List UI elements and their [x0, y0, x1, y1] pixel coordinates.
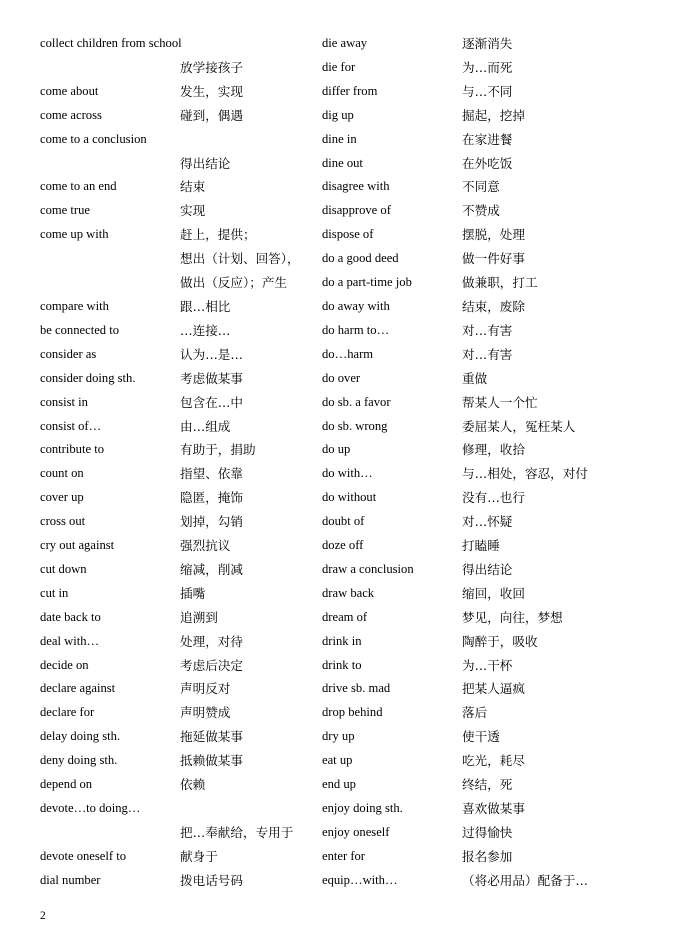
phrase-gloss: 掘起，挖掉 [462, 107, 525, 123]
list-item [322, 486, 604, 510]
phrase-term: disapprove of [322, 203, 391, 218]
phrase-term: consider doing sth. [40, 370, 136, 385]
phrase-term: collect children from school [40, 36, 182, 50]
list-item [40, 654, 322, 678]
phrase-term: come to a conclusion [40, 131, 147, 146]
phrase-gloss: 逐渐消失 [462, 36, 513, 51]
phrase-term: drive sb. mad [322, 681, 391, 696]
phrase-term: cross out [40, 514, 86, 529]
phrase-gloss: 把某人逼疯 [462, 681, 525, 697]
phrase-gloss: 拖延做某事 [180, 729, 243, 745]
list-item [322, 654, 604, 678]
list-item [322, 199, 604, 223]
phrase-term: come to an end [40, 179, 117, 194]
page-number: 2 [40, 910, 46, 922]
list-item [322, 677, 604, 701]
list-item [40, 534, 322, 558]
list-item [40, 845, 322, 869]
phrase-term: drink in [322, 633, 362, 648]
phrase-gloss: 使干透 [462, 729, 500, 745]
phrase-gloss: 划掉，勾销 [180, 514, 243, 530]
list-item [322, 749, 604, 773]
phrase-term [40, 821, 180, 845]
list-item [322, 80, 604, 104]
phrase-term: do a part-time job [322, 275, 412, 290]
phrase-gloss: 喜欢做某事 [462, 801, 525, 816]
phrase-gloss: 结束，废除 [462, 298, 525, 314]
list-item [40, 510, 322, 534]
phrase-list-left [40, 32, 322, 893]
list-item [322, 821, 604, 845]
phrase-term: cut down [40, 561, 87, 576]
phrase-gloss [180, 32, 322, 56]
phrase-term: do without [322, 490, 377, 505]
list-item [322, 630, 604, 654]
phrase-gloss: 认为…是… [180, 346, 243, 362]
phrase-gloss: 得出结论 [180, 155, 231, 171]
list-item [40, 415, 322, 439]
phrase-term: equip…with… [322, 872, 398, 887]
list-item [322, 510, 604, 534]
phrase-term: die away [322, 36, 368, 50]
list-item [40, 56, 322, 80]
phrase-gloss: 过得愉快 [462, 824, 513, 840]
list-item [322, 247, 604, 271]
list-item [40, 869, 322, 893]
phrase-gloss: 对…有害 [462, 322, 513, 338]
phrase-term: end up [322, 777, 356, 792]
phrase-term: cover up [40, 490, 84, 505]
phrase-term: come up with [40, 227, 109, 242]
phrase-gloss: 重做 [462, 370, 488, 386]
list-item [40, 295, 322, 319]
phrase-gloss: 吃光，耗尽 [462, 753, 525, 769]
phrase-gloss: 追溯到 [180, 609, 218, 625]
phrase-term: declare for [40, 705, 95, 720]
phrase-gloss: …连接… [180, 322, 231, 338]
phrase-gloss: 得出结论 [462, 561, 513, 577]
phrase-gloss: 对…怀疑 [462, 514, 513, 530]
phrase-gloss: 强烈抗议 [180, 538, 231, 554]
phrase-term [40, 56, 180, 80]
list-item [40, 152, 322, 176]
list-item [40, 391, 322, 415]
phrase-gloss: 在家进餐 [462, 131, 513, 147]
phrase-gloss: 报名参加 [462, 848, 513, 864]
phrase-gloss: 赶上，提供； [180, 227, 256, 243]
phrase-term: dispose of [322, 227, 374, 242]
list-item [322, 319, 604, 343]
phrase-gloss: 依赖 [180, 777, 206, 793]
phrase-gloss: 插嘴 [180, 585, 206, 601]
list-item [322, 462, 604, 486]
list-item [322, 606, 604, 630]
list-item [40, 343, 322, 367]
list-item [40, 80, 322, 104]
list-item [322, 223, 604, 247]
phrase-gloss: 委屈某人，冤枉某人 [462, 418, 576, 434]
phrase-term: dig up [322, 107, 354, 122]
phrase-gloss: 声明赞成 [180, 705, 231, 721]
phrase-term: come about [40, 83, 99, 98]
two-column-layout [40, 32, 660, 893]
phrase-gloss: 包含在…中 [180, 394, 243, 410]
phrase-term: count on [40, 466, 84, 481]
phrase-gloss: 帮某人一个忙 [462, 394, 538, 410]
phrase-gloss: 为…而死 [462, 59, 513, 75]
phrase-list-right [322, 32, 604, 893]
phrase-term [40, 247, 180, 271]
list-item [322, 797, 604, 821]
list-item [322, 367, 604, 391]
phrase-term: contribute to [40, 442, 105, 457]
phrase-term: dry up [322, 729, 355, 744]
phrase-gloss: 与…不同 [462, 83, 513, 99]
list-item [40, 749, 322, 773]
list-item [40, 630, 322, 654]
phrase-gloss: 梦见，向往，梦想 [462, 609, 563, 625]
phrase-gloss: 发生，实现 [180, 83, 243, 99]
phrase-gloss: 跟…相比 [180, 298, 231, 314]
phrase-term: be connected to [40, 322, 120, 337]
list-item [40, 486, 322, 510]
phrase-term: do a good deed [322, 251, 399, 266]
phrase-term: consist of… [40, 418, 102, 433]
list-item [40, 32, 322, 56]
phrase-term: do sb. a favor [322, 394, 391, 409]
list-item [322, 701, 604, 725]
phrase-gloss: （将必用品）配备于… [462, 872, 588, 888]
list-item [322, 343, 604, 367]
phrase-term: declare against [40, 681, 116, 696]
phrase-gloss: 修理，收拾 [462, 442, 525, 458]
phrase-term: do up [322, 442, 351, 457]
phrase-gloss: 缩减，削减 [180, 561, 243, 577]
phrase-term: die for [322, 59, 356, 74]
phrase-term: do with… [322, 466, 373, 481]
phrase-gloss: 有助于，捐助 [180, 442, 256, 458]
list-item [322, 32, 604, 56]
phrase-term: deal with… [40, 633, 100, 648]
phrase-gloss: 陶醉于，吸收 [462, 633, 538, 649]
phrase-gloss: 为…干杯 [462, 657, 513, 673]
phrase-term: delay doing sth. [40, 729, 121, 744]
list-item [40, 725, 322, 749]
phrase-gloss: 放学接孩子 [180, 59, 243, 75]
phrase-term: eat up [322, 753, 353, 768]
phrase-gloss: 拨电话号码 [180, 872, 243, 888]
phrase-term: come across [40, 107, 102, 122]
list-item [322, 438, 604, 462]
phrase-term [40, 152, 180, 176]
phrase-gloss: 终结，死 [462, 777, 513, 793]
phrase-gloss: 缩回，收回 [462, 585, 525, 601]
list-item [322, 104, 604, 128]
list-item [40, 199, 322, 223]
phrase-gloss: 想出（计划、回答）， [180, 251, 300, 267]
list-item [322, 271, 604, 295]
phrase-gloss: 抵赖做某事 [180, 753, 243, 769]
list-item [40, 582, 322, 606]
phrase-term: cry out against [40, 538, 115, 553]
phrase-term: doze off [322, 538, 364, 553]
list-item [40, 773, 322, 797]
phrase-term: draw back [322, 585, 375, 600]
column-left [40, 32, 322, 893]
list-item [322, 725, 604, 749]
list-item [40, 271, 322, 295]
phrase-term: come true [40, 203, 90, 218]
phrase-term: differ from [322, 83, 378, 98]
phrase-gloss: 对…有害 [462, 346, 513, 362]
list-item [40, 797, 322, 821]
list-item [40, 701, 322, 725]
phrase-gloss: 结束 [180, 179, 206, 195]
phrase-term: enjoy oneself [322, 824, 390, 839]
phrase-term: dial number [40, 872, 101, 887]
phrase-term: enjoy doing sth. [322, 801, 403, 815]
phrase-term: do away with [322, 298, 390, 313]
phrase-term: draw a conclusion [322, 561, 414, 576]
phrase-term: do harm to… [322, 322, 390, 337]
phrase-gloss: 由…组成 [180, 418, 231, 434]
list-item [40, 558, 322, 582]
phrase-term: consist in [40, 394, 88, 409]
list-item [40, 104, 322, 128]
phrase-term: depend on [40, 777, 93, 792]
phrase-term: devote…to doing… [40, 801, 141, 815]
list-item [322, 869, 604, 893]
phrase-term: disagree with [322, 179, 390, 194]
phrase-gloss: 做出（反应）；产生 [180, 275, 288, 291]
list-item [40, 128, 322, 152]
list-item [322, 773, 604, 797]
phrase-term: devote oneself to [40, 848, 127, 863]
phrase-term: deny doing sth. [40, 753, 118, 768]
list-item [40, 223, 322, 247]
phrase-gloss: 碰到，偶遇 [180, 107, 243, 123]
list-item [322, 845, 604, 869]
phrase-gloss [180, 797, 322, 821]
phrase-gloss: 摆脱，处理 [462, 227, 525, 243]
phrase-gloss [180, 128, 322, 152]
phrase-gloss: 与…相处，容忍，对付 [462, 466, 588, 482]
phrase-gloss: 考虑做某事 [180, 370, 243, 386]
phrase-gloss: 实现 [180, 203, 206, 219]
phrase-gloss: 声明反对 [180, 681, 231, 697]
phrase-term: decide on [40, 657, 89, 672]
phrase-term: dine out [322, 155, 363, 170]
phrase-term: drop behind [322, 705, 383, 720]
phrase-gloss: 在外吃饭 [462, 155, 513, 171]
list-item [322, 56, 604, 80]
list-item [322, 391, 604, 415]
phrase-term: compare with [40, 298, 109, 313]
list-item [40, 247, 322, 271]
phrase-gloss: 做兼职，打工 [462, 275, 538, 291]
phrase-gloss: 不同意 [462, 179, 500, 195]
phrase-gloss: 落后 [462, 705, 488, 721]
phrase-gloss: 隐匿，掩饰 [180, 490, 243, 506]
phrase-term [40, 271, 180, 295]
phrase-gloss: 没有…也行 [462, 490, 525, 506]
phrase-term: do sb. wrong [322, 418, 388, 433]
phrase-term: do…harm [322, 346, 374, 361]
phrase-term: doubt of [322, 514, 365, 529]
phrase-gloss: 不赞成 [462, 203, 500, 219]
phrase-gloss: 把…奉献给，专用于 [180, 824, 294, 840]
list-item [322, 128, 604, 152]
list-item [40, 438, 322, 462]
phrase-gloss: 考虑后决定 [180, 657, 243, 673]
column-right [322, 32, 604, 893]
list-item [40, 677, 322, 701]
phrase-gloss: 做一件好事 [462, 251, 525, 267]
phrase-term: dream of [322, 609, 368, 624]
phrase-gloss: 指望、依靠 [180, 466, 243, 482]
list-item [40, 606, 322, 630]
phrase-term: date back to [40, 609, 101, 624]
list-item [322, 534, 604, 558]
list-item [40, 319, 322, 343]
list-item [322, 295, 604, 319]
phrase-term: enter for [322, 848, 366, 863]
phrase-gloss: 献身于 [180, 848, 218, 864]
phrase-term: cut in [40, 585, 69, 600]
list-item [322, 415, 604, 439]
phrase-term: consider as [40, 346, 97, 361]
list-item [322, 582, 604, 606]
phrase-gloss: 处理，对待 [180, 633, 243, 649]
list-item [322, 152, 604, 176]
phrase-term: dine in [322, 131, 357, 146]
list-item [40, 821, 322, 845]
list-item [40, 175, 322, 199]
phrase-gloss: 打瞌睡 [462, 538, 500, 554]
list-item [40, 462, 322, 486]
list-item [40, 367, 322, 391]
list-item [322, 175, 604, 199]
phrase-term: do over [322, 370, 361, 385]
phrase-term: drink to [322, 657, 362, 672]
list-item [322, 558, 604, 582]
